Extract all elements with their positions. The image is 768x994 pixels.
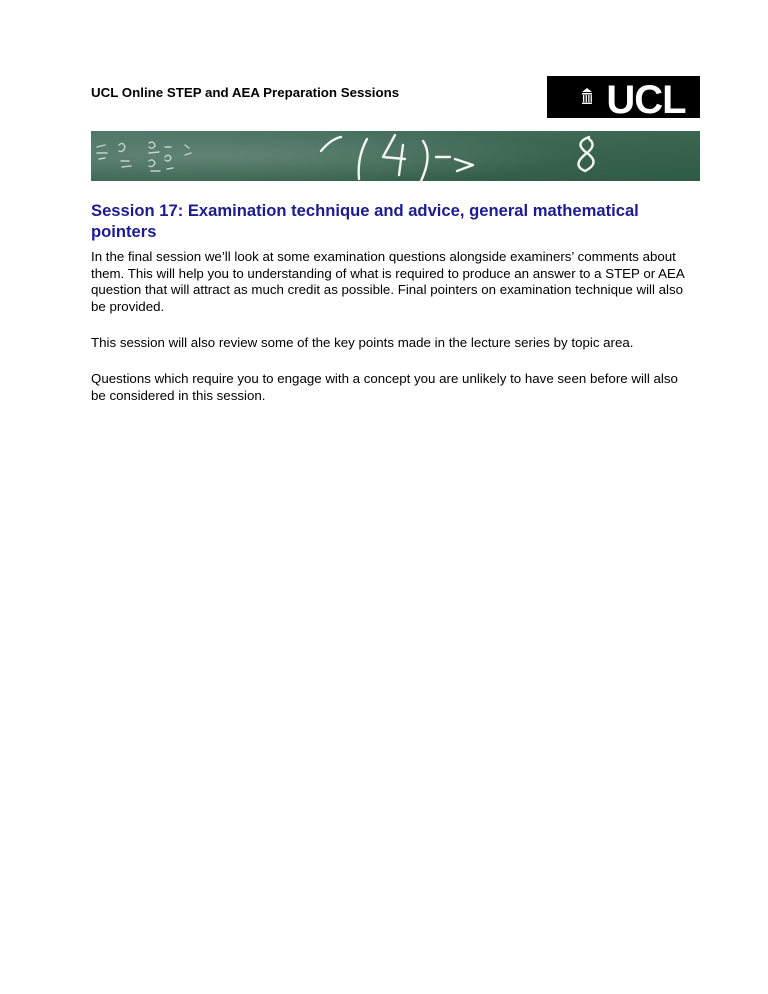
ucl-logo [547,76,700,118]
chalkboard-maths-image [91,131,700,181]
review-paragraph: This session will also review some of the key points made in the lecture series by topic area. [91,335,634,350]
session-heading: Session 17: Examination technique and advice, general mathematical pointers [91,201,639,241]
intro-paragraph: In the final session we’ll look at some examination questions alongside examiners’ comments about them. This will help you to understanding of what is required to produce an answer to a STEP or AEA question that will attract as much credit as possible. Final pointers on examination technique will also be provided. [91,249,685,314]
ucl-logo-text: UCL [606,78,686,118]
ucl-logo-icon [547,76,700,118]
document-header-title: UCL Online STEP and AEA Preparation Sessions [91,85,400,100]
new-concepts-paragraph: Questions which require you to engage with a concept you are unlikely to have seen before will also be considered in this session. [91,371,678,403]
